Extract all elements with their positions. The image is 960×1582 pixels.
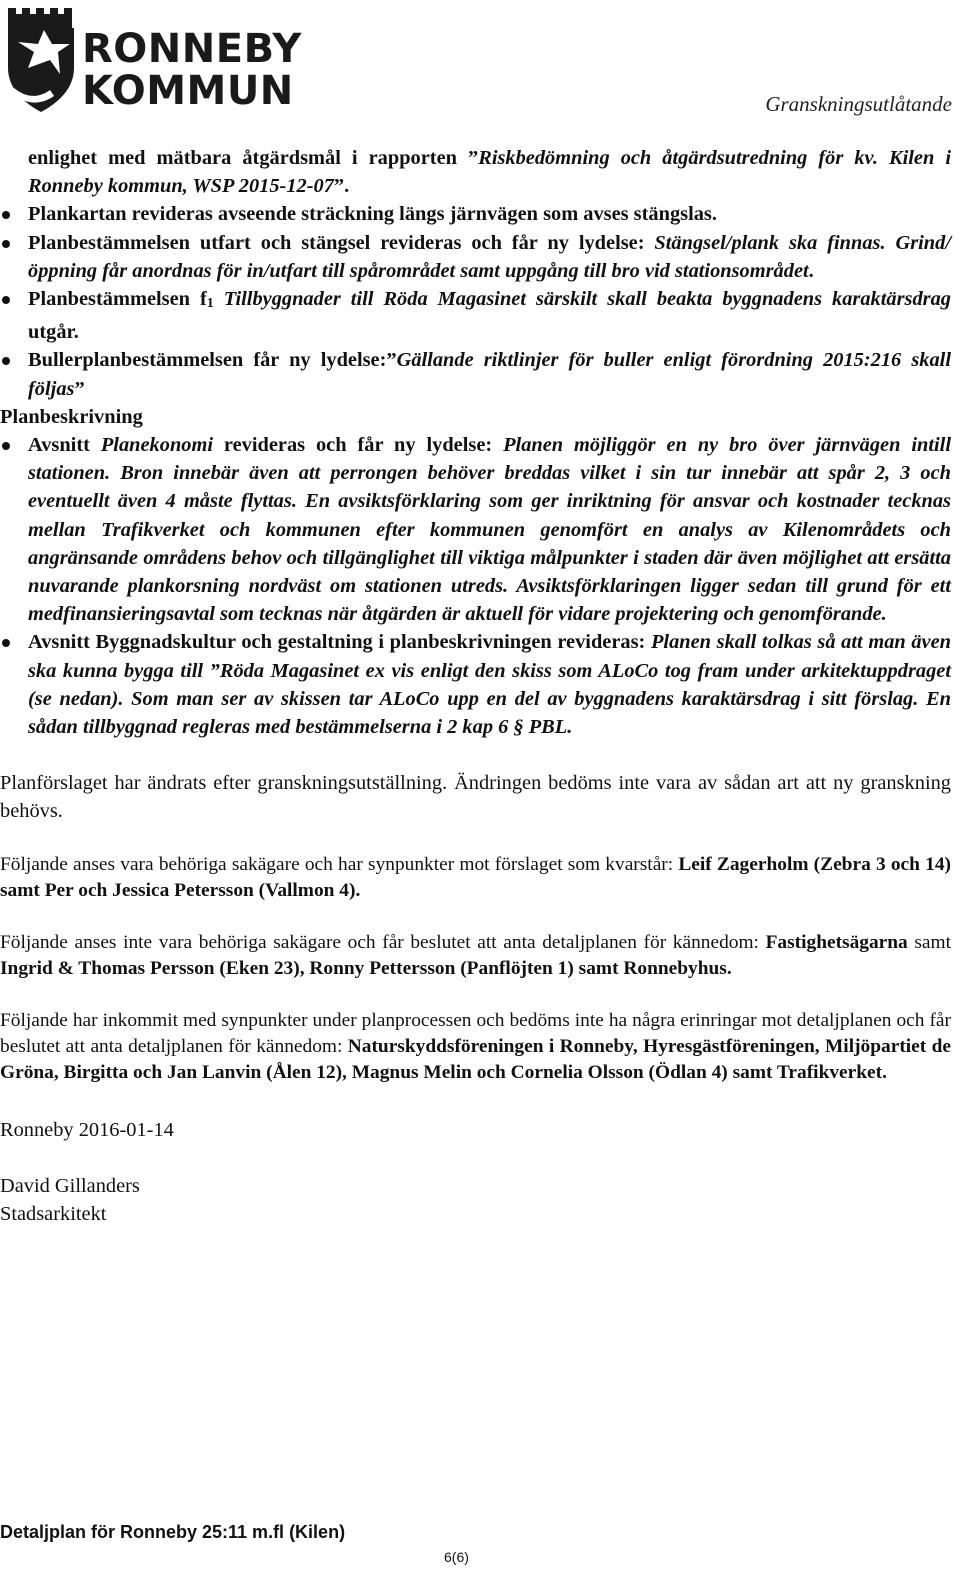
bullet-icon — [2, 296, 10, 304]
bullet-icon — [2, 357, 10, 365]
list-item-text: enlighet med mätbara åtgärdsmål i rapporten ” — [28, 147, 479, 169]
commenters-paragraph — [0, 1008, 951, 1086]
list-item-text: Avsnitt Byggnadskultur och gestaltning i planbeskrivningen revideras: — [28, 631, 651, 654]
document-body — [0, 144, 951, 1228]
logo-text-line1: RONNEBY — [82, 26, 302, 72]
stakeholders-intro: Följande anses vara behöriga sakägare och har synpunkter mot förslaget som kvarstår: — [0, 853, 679, 875]
list-item-text: Gällande riktlinjer för buller enligt förordning 2015:216 skall följas — [28, 349, 951, 400]
non-stakeholders-conj: samt — [907, 931, 951, 953]
list-item — [0, 200, 951, 228]
list-item-text: Planen skall tolkas så att man även ska kunna bygga till ”Röda Magasinet ex vis enligt den skiss som ALoCo tog fram under arkitektuppdraget (se nedan). Som man ser av skissen tar ALoCo upp en del av byggnadens karaktärsdrag i sitt förslag. En sådan tillbyggnad regleras med bestämmelserna i 2 kap 6 § PBL. — [28, 631, 951, 739]
commenters-names: Naturskyddsföreningen i Ronneby, Hyresgästföreningen, Miljöpartiet de Gröna, Birgitta och Jan Lanvin (Ålen 12), Magnus Melin och Cornelia Olsson (Ödlan 4) samt Trafikverket. — [0, 1035, 951, 1083]
list-item-text: revideras och får ny lydelse: — [213, 434, 504, 457]
list-item-text: Stängsel/plank ska finnas. Grind/öppning får anordnas för in/utfart till spårområdet samt uppgång till bro vid stationsområdet — [28, 231, 951, 282]
list-item-text: Planbestämmelsen utfart och stängsel revideras och får ny lydelse: — [28, 231, 655, 254]
list-item — [0, 144, 951, 200]
list-item-text: Avsnitt — [28, 434, 101, 457]
list-item-text: ” — [74, 377, 85, 400]
list-item — [0, 628, 951, 741]
footer-page-number: 6(6) — [444, 1549, 469, 1565]
stakeholders-names: Leif Zagerholm (Zebra 3 och 14) samt Per och Jessica Petersson (Vallmon 4). — [0, 853, 951, 901]
ronneby-kommun-logo — [4, 2, 304, 114]
non-stakeholders-intro: Följande anses inte vara behöriga sakägare och får beslutet att anta detaljplanen för kännedom: — [0, 931, 766, 953]
logo-text-line2: KOMMUN — [82, 68, 294, 114]
list-item-text: Planbestämmelsen f — [28, 288, 207, 311]
bullet-icon — [2, 639, 10, 647]
footer-plan-name: Detaljplan för Ronneby 25:11 m.fl (Kilen) — [0, 1522, 346, 1542]
list-item-text: Bullerplanbestämmelsen får ny lydelse:” — [28, 349, 397, 372]
list-item-text: Planekonomi — [100, 434, 214, 457]
list-item — [0, 285, 951, 346]
coat-of-arms-icon — [4, 2, 78, 114]
list-item-text: . — [808, 259, 814, 282]
list-item-text: 1 — [206, 296, 214, 312]
list-item-text: Riskbedömning och åtgärdsutredning för kv. Kilen i Ronneby kommun, WSP 2015-12-07 — [28, 147, 951, 198]
planbeskrivning-list — [0, 431, 951, 741]
place-date: Ronneby 2016-01-14 — [0, 1118, 174, 1141]
section-heading: Planbeskrivning — [0, 405, 143, 428]
list-item-text: Plankartan revideras avseende sträckning längs järnvägen som avses stängslas. — [28, 203, 717, 226]
bullet-icon — [2, 240, 10, 248]
signatory-title: Stadsarkitekt — [0, 1203, 107, 1226]
commenters-intro: Följande har inkommit med synpunkter under planprocessen och bedöms inte ha några erinringar mot detaljplanen och får beslutet att anta detaljplanen för kännedom: — [0, 1009, 951, 1057]
signatory-name: David Gillanders — [0, 1174, 140, 1197]
list-item-text: ”. — [333, 175, 350, 198]
document-type: Granskningsutlåtande — [765, 92, 952, 116]
list-item — [0, 229, 951, 285]
list-item-text: utgår. — [28, 321, 79, 344]
list-item — [0, 346, 951, 402]
change-statement: Planförslaget har ändrats efter granskningsutställning. Ändringen bedöms inte vara av sådan art att ny granskning behövs. — [0, 772, 951, 823]
non-stakeholders-owners: Fastighetsägarna — [765, 931, 908, 953]
bullet-icon — [2, 442, 10, 450]
list-item — [0, 431, 951, 628]
list-item-text: Tillbyggnader till Röda Magasinet särskilt skall beakta byggnadens karaktärsdrag — [213, 288, 951, 311]
revision-list — [0, 144, 951, 403]
non-stakeholders-names: Ingrid & Thomas Persson (Eken 23), Ronny Pettersson (Panflöjten 1) samt Ronnebyhus. — [0, 957, 732, 979]
bullet-icon — [2, 211, 10, 219]
non-stakeholders-paragraph — [0, 930, 951, 982]
list-item-text: Planen möjliggör en ny bro över järnvägen intill stationen. Bron innebär även att perrongen behöver breddas vilket i sin tur innebär att spår 2, 3 och eventuellt även 4 måste flyttas. En avsiktsförklaring som ger inriktning för ansvar och kostnader tecknas mellan Trafikverket och kommunen efter kommunen genomfört en analys av Kilenområdets och angränsande områdens behov och tillgänglighet till viktiga målpunkter i staden där även möjlighet att ersätta nuvarande plankorsning nordväst om stationen utreds. Avsiktsförklaringen ligger sedan till grund för ett medfinansieringsavtal som tecknas när åtgärden är aktuell för vidare projektering och genomförande. — [28, 434, 952, 626]
stakeholders-paragraph — [0, 852, 951, 904]
